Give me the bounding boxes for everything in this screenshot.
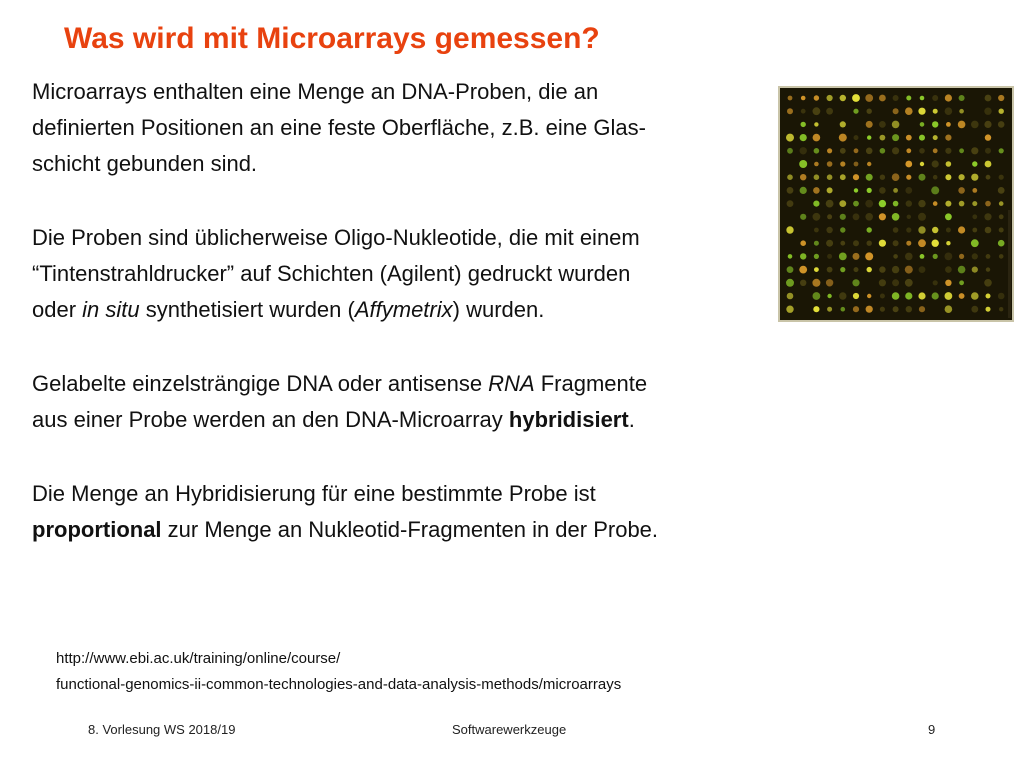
paragraph-line [32, 476, 772, 512]
microarray-spot [826, 108, 833, 115]
microarray-spot [945, 253, 953, 261]
microarray-spot [813, 107, 821, 115]
microarray-spot [905, 161, 912, 168]
microarray-spot [814, 122, 818, 126]
microarray-spot [800, 280, 806, 286]
microarray-spot [880, 294, 885, 299]
microarray-spot [853, 109, 858, 114]
text-run: zur Menge an Nukleotid-Fragmenten in der Probe. [161, 517, 659, 542]
text-run: Gelabelte einzelsträngige DNA oder antisense [32, 371, 489, 396]
microarray-spot [972, 267, 978, 273]
microarray-spot [972, 161, 977, 166]
microarray-spot [865, 252, 873, 260]
microarray-spot [813, 292, 821, 300]
microarray-spot [918, 292, 925, 299]
microarray-spot [986, 254, 991, 259]
microarray-spot [906, 175, 911, 180]
microarray-spot [958, 266, 966, 274]
microarray-spot [840, 95, 846, 101]
microarray-spot [879, 266, 885, 272]
microarray-spot [905, 266, 913, 274]
microarray-spot [840, 227, 845, 232]
reference-url-line-2[interactable]: functional-genomics-ii-common-technologies-and-data-analysis-methods/microarrays [56, 676, 622, 693]
microarray-spot [866, 306, 873, 313]
microarray-spot [906, 135, 912, 141]
microarray-spot [800, 253, 806, 259]
microarray-spot [933, 254, 938, 259]
microarray-spot [854, 267, 859, 272]
microarray-spot [892, 292, 900, 300]
microarray-spot [853, 201, 859, 207]
microarray-spot [906, 148, 911, 153]
microarray-spot [841, 307, 846, 312]
microarray-spot [999, 228, 1004, 233]
microarray-spot [905, 292, 912, 299]
microarray-spot [972, 214, 977, 219]
microarray-spot [998, 121, 1005, 128]
paragraph-line [32, 220, 772, 256]
microarray-spot [971, 121, 979, 129]
microarray-spot [893, 306, 899, 312]
microarray-spot [814, 267, 819, 272]
microarray-spot [945, 280, 951, 286]
microarray-spot [799, 266, 807, 274]
footer-title: Softwarewerkzeuge [452, 722, 567, 737]
microarray-spot [853, 253, 860, 260]
microarray-spot [866, 174, 873, 181]
text-run: aus einer Probe werden an den DNA-Microarray [32, 407, 509, 432]
microarray-spot [893, 188, 898, 193]
microarray-spot [880, 307, 885, 312]
microarray-spot [786, 226, 793, 233]
microarray-spot [867, 294, 871, 298]
microarray-spot [827, 148, 832, 153]
microarray-spot [971, 174, 978, 181]
microarray-spot [919, 306, 925, 312]
microarray-spot [985, 148, 991, 154]
microarray-spot [893, 95, 899, 101]
microarray-spot [839, 134, 847, 142]
bold-term: proportional [32, 517, 162, 542]
microarray-spot [867, 135, 871, 139]
microarray-spot [906, 96, 911, 101]
microarray-spot [931, 186, 939, 194]
microarray-spot [814, 174, 820, 180]
microarray-spot [814, 241, 819, 246]
microarray-spot [959, 293, 965, 299]
microarray-spot [999, 307, 1003, 311]
microarray-spot [865, 213, 873, 221]
microarray-spot [866, 148, 873, 155]
microarray-spot [813, 134, 821, 142]
text-run: ) wurden. [452, 297, 545, 322]
microarray-spot [959, 148, 964, 153]
microarray-spot [787, 200, 794, 207]
microarray-spot [879, 121, 886, 128]
microarray-spot [959, 280, 964, 285]
text-run: Fragmente [534, 371, 648, 396]
microarray-spot [933, 109, 938, 114]
microarray-spot [999, 214, 1004, 219]
microarray-spot [787, 293, 794, 300]
microarray-spot [919, 174, 926, 181]
microarray-spot [932, 240, 939, 247]
microarray-spot [787, 148, 793, 154]
microarray-spot [920, 122, 925, 127]
microarray-spot [867, 109, 872, 114]
microarray-spot [852, 279, 859, 286]
microarray-spot [918, 213, 926, 221]
italic-term: RNA [488, 371, 535, 396]
microarray-spot [854, 148, 859, 153]
microarray-spot [945, 213, 952, 220]
microarray-spot [918, 226, 925, 233]
paragraph-1 [32, 74, 772, 182]
slide-body [32, 74, 772, 586]
microarray-spot [945, 174, 951, 180]
microarray-spot [972, 201, 977, 206]
microarray-spot [933, 280, 938, 285]
microarray-spot [998, 293, 1005, 300]
paragraph-line [32, 256, 772, 292]
microarray-spot [999, 175, 1004, 180]
microarray-spot [800, 174, 806, 180]
microarray-spot [787, 174, 793, 180]
microarray-spot [813, 306, 819, 312]
microarray-spot [867, 227, 872, 232]
microarray-spot [918, 200, 925, 207]
microarray-spot [879, 279, 886, 286]
microarray-spot [840, 148, 846, 154]
microarray-spot [932, 227, 938, 233]
microarray-spot [800, 214, 806, 220]
microarray-spot [786, 134, 794, 142]
microarray-spot [879, 200, 886, 207]
microarray-spot [892, 213, 900, 221]
microarray-spot [813, 187, 820, 194]
footer-page-number: 9 [928, 722, 936, 737]
text-run: synthetisiert wurden ( [139, 297, 355, 322]
microarray-spot [839, 253, 847, 261]
microarray-spot [827, 95, 833, 101]
microarray-spot [867, 188, 872, 193]
microarray-spot [892, 147, 899, 154]
italic-term: Affymetrix [354, 297, 453, 322]
microarray-spot [840, 267, 845, 272]
microarray-spot [840, 121, 846, 127]
reference-link[interactable] [56, 646, 621, 698]
microarray-spot [986, 294, 991, 299]
microarray-spot [945, 305, 953, 313]
paragraph-line [32, 366, 772, 402]
microarray-spot [905, 253, 913, 261]
microarray-spot [854, 162, 859, 167]
microarray-spot [801, 109, 806, 114]
microarray-spot [998, 95, 1004, 101]
microarray-spot [814, 95, 819, 100]
microarray-spot [892, 173, 900, 181]
microarray-spot [893, 227, 899, 233]
microarray-spot [919, 266, 926, 273]
microarray-spot [984, 121, 991, 128]
microarray-spot [906, 227, 911, 232]
microarray-spot [879, 213, 886, 220]
microarray-spot [945, 135, 951, 141]
microarray-spot [787, 187, 794, 194]
text-run: Die Proben sind üblicherweise Oligo-Nukleotide, die mit einem [32, 225, 640, 250]
microarray-spot [786, 306, 793, 313]
microarray-spot [985, 161, 992, 168]
microarray-spot [986, 307, 991, 312]
microarray-spot [827, 254, 832, 259]
microarray-spot [985, 201, 991, 207]
microarray-spot [906, 306, 912, 312]
microarray-spot [800, 240, 806, 246]
microarray-spot [799, 160, 807, 168]
microarray-spot [866, 121, 873, 128]
microarray-spot [905, 107, 913, 115]
text-run: definierten Positionen an eine feste Oberfläche, z.B. eine Glas- [32, 115, 646, 140]
paragraph-line [32, 110, 772, 146]
microarray-spot [827, 307, 832, 312]
microarray-spot [840, 174, 846, 180]
microarray-spot [826, 227, 832, 233]
microarray-spot [814, 162, 819, 167]
microarray-spot [865, 94, 873, 102]
microarray-spot [945, 94, 952, 101]
microarray-spot [788, 96, 793, 101]
microarray-spot [918, 239, 926, 247]
microarray-spot [826, 279, 833, 286]
microarray-image [778, 86, 1014, 322]
microarray-spot [919, 148, 925, 154]
microarray-spot [826, 200, 834, 208]
microarray-spot [905, 187, 912, 194]
microarray-spot [959, 109, 964, 114]
microarray-spot [985, 95, 992, 102]
bold-term: hybridisiert [508, 407, 629, 432]
microarray-spot [852, 94, 860, 102]
microarray-spot [853, 306, 859, 312]
paragraph-line [32, 402, 772, 438]
microarray-spot [867, 241, 872, 246]
text-run: Microarrays enthalten eine Menge an DNA-Proben, die an [32, 79, 599, 104]
microarray-spot [999, 254, 1004, 259]
paragraph-4 [32, 476, 772, 548]
microarray-spot [839, 292, 846, 299]
microarray-spot [932, 121, 938, 127]
microarray-spot [880, 175, 885, 180]
microarray-spot [986, 175, 991, 180]
microarray-spot [984, 108, 991, 115]
microarray-spot [787, 266, 794, 273]
text-run: oder [32, 297, 83, 322]
footer-course: 8. Vorlesung WS 2018/19 [88, 722, 236, 737]
microarray-spot [999, 201, 1004, 206]
microarray-spot [986, 267, 990, 271]
microarray-spot [812, 279, 820, 287]
microarray-spot [945, 266, 952, 273]
microarray-spot [972, 188, 977, 193]
microarray-spot [788, 254, 793, 259]
microarray-spot [920, 254, 925, 259]
microarray-spot [958, 187, 965, 194]
microarray-spot [932, 292, 939, 299]
paragraph-3 [32, 366, 772, 438]
text-run: “Tintenstrahldrucker” auf Schichten (Agilent) gedruckt wurden [32, 261, 631, 286]
microarray-spot [959, 174, 965, 180]
microarray-spot [920, 162, 924, 166]
microarray-spot [879, 95, 886, 102]
paragraph-line [32, 512, 772, 548]
microarray-spot [907, 215, 911, 219]
microarray-spot [801, 96, 806, 101]
microarray-spot [827, 174, 833, 180]
microarray-spot [932, 95, 938, 101]
microarray-spot [933, 148, 938, 153]
microarray-spot [893, 240, 899, 246]
microarray-spot [813, 213, 821, 221]
microarray-spot [984, 213, 991, 220]
text-run: . [628, 407, 635, 432]
microarray-spot [840, 241, 845, 246]
microarray-spot [853, 293, 859, 299]
microarray-spot [946, 122, 951, 127]
microarray-spot [985, 134, 991, 140]
microarray-spot [918, 108, 925, 115]
microarray-spot [865, 200, 873, 208]
microarray-spot [919, 135, 925, 141]
microarray-spot [880, 135, 886, 141]
microarray-spot [814, 148, 820, 154]
microarray-spot [999, 109, 1004, 114]
microarray-spot [827, 161, 833, 167]
microarray-spot [932, 160, 939, 167]
microarray-spot [787, 108, 793, 114]
microarray-spot [959, 95, 965, 101]
microarray-spot [946, 161, 952, 167]
microarray-spot [933, 201, 938, 206]
microarray-spot [893, 201, 899, 207]
microarray-spot [853, 213, 860, 220]
microarray-spot [972, 228, 977, 233]
microarray-spot [971, 147, 978, 154]
microarray-spot [998, 187, 1005, 194]
microarray-spot [971, 306, 978, 313]
microarray-spot [826, 240, 833, 247]
microarray-spot [945, 292, 953, 300]
microarray-spot [813, 201, 819, 207]
microarray-spot [786, 279, 794, 287]
microarray-spot [905, 279, 913, 287]
microarray-spot [945, 148, 951, 154]
microarray-spot [933, 135, 938, 140]
microarray-spot [880, 148, 886, 154]
microarray-spot [853, 174, 859, 180]
microarray-spot [800, 147, 807, 154]
microarray-spot [945, 107, 953, 115]
paragraph-line [32, 146, 772, 182]
microarray-spot [801, 122, 806, 127]
microarray-spot [906, 241, 911, 246]
microarray-spot [984, 279, 992, 287]
microarray-spot [840, 161, 845, 166]
text-run: schicht gebunden sind. [32, 151, 258, 176]
paragraph-line [32, 292, 772, 328]
microarray-spot [971, 292, 979, 300]
microarray-spot [946, 228, 951, 233]
microarray-spot [998, 240, 1005, 247]
microarray-spot [892, 266, 899, 273]
microarray-spot [972, 253, 978, 259]
microarray-spot [827, 214, 832, 219]
microarray-spot [971, 239, 979, 247]
microarray-spot [892, 121, 900, 129]
paragraph-line [32, 74, 772, 110]
microarray-spot [879, 187, 886, 194]
microarray-spot [933, 175, 938, 180]
microarray-spot [814, 228, 819, 233]
microarray-spot [893, 254, 898, 259]
microarray-spot [827, 187, 833, 193]
microarray-spot [999, 148, 1004, 153]
reference-url-line-1[interactable]: http://www.ebi.ac.uk/training/online/course/ [56, 650, 341, 667]
microarray-spot [920, 96, 925, 101]
microarray-spot [945, 201, 951, 207]
slide-title: Was wird mit Microarrays gemessen? [64, 22, 600, 55]
microarray-spot [840, 214, 846, 220]
microarray-spot [892, 134, 899, 141]
microarray-spot [854, 135, 859, 140]
microarray-spot [867, 162, 871, 166]
paragraph-2 [32, 220, 772, 328]
microarray-spot [853, 240, 859, 246]
microarray-spot [958, 226, 965, 233]
microarray-spot [854, 188, 858, 192]
microarray-spot [893, 108, 899, 114]
microarray-spot [879, 240, 886, 247]
microarray-spot [906, 200, 912, 206]
microarray-spot [892, 279, 899, 286]
microarray-spot [800, 187, 807, 194]
microarray-spot [985, 227, 992, 234]
microarray-spot [959, 201, 965, 207]
microarray-spot [839, 200, 846, 207]
microarray-spot [827, 267, 833, 273]
microarray-spot [958, 121, 966, 129]
italic-term: in situ [82, 297, 140, 322]
microarray-spot [946, 241, 950, 245]
image-edge-decoration [1008, 210, 1011, 318]
microarray-spot [800, 134, 807, 141]
text-run: Die Menge an Hybridisierung für eine bestimmte Probe ist [32, 481, 596, 506]
microarray-spot [867, 267, 872, 272]
microarray-spot [814, 254, 819, 259]
microarray-spot [959, 254, 964, 259]
microarray-spot [827, 294, 831, 298]
